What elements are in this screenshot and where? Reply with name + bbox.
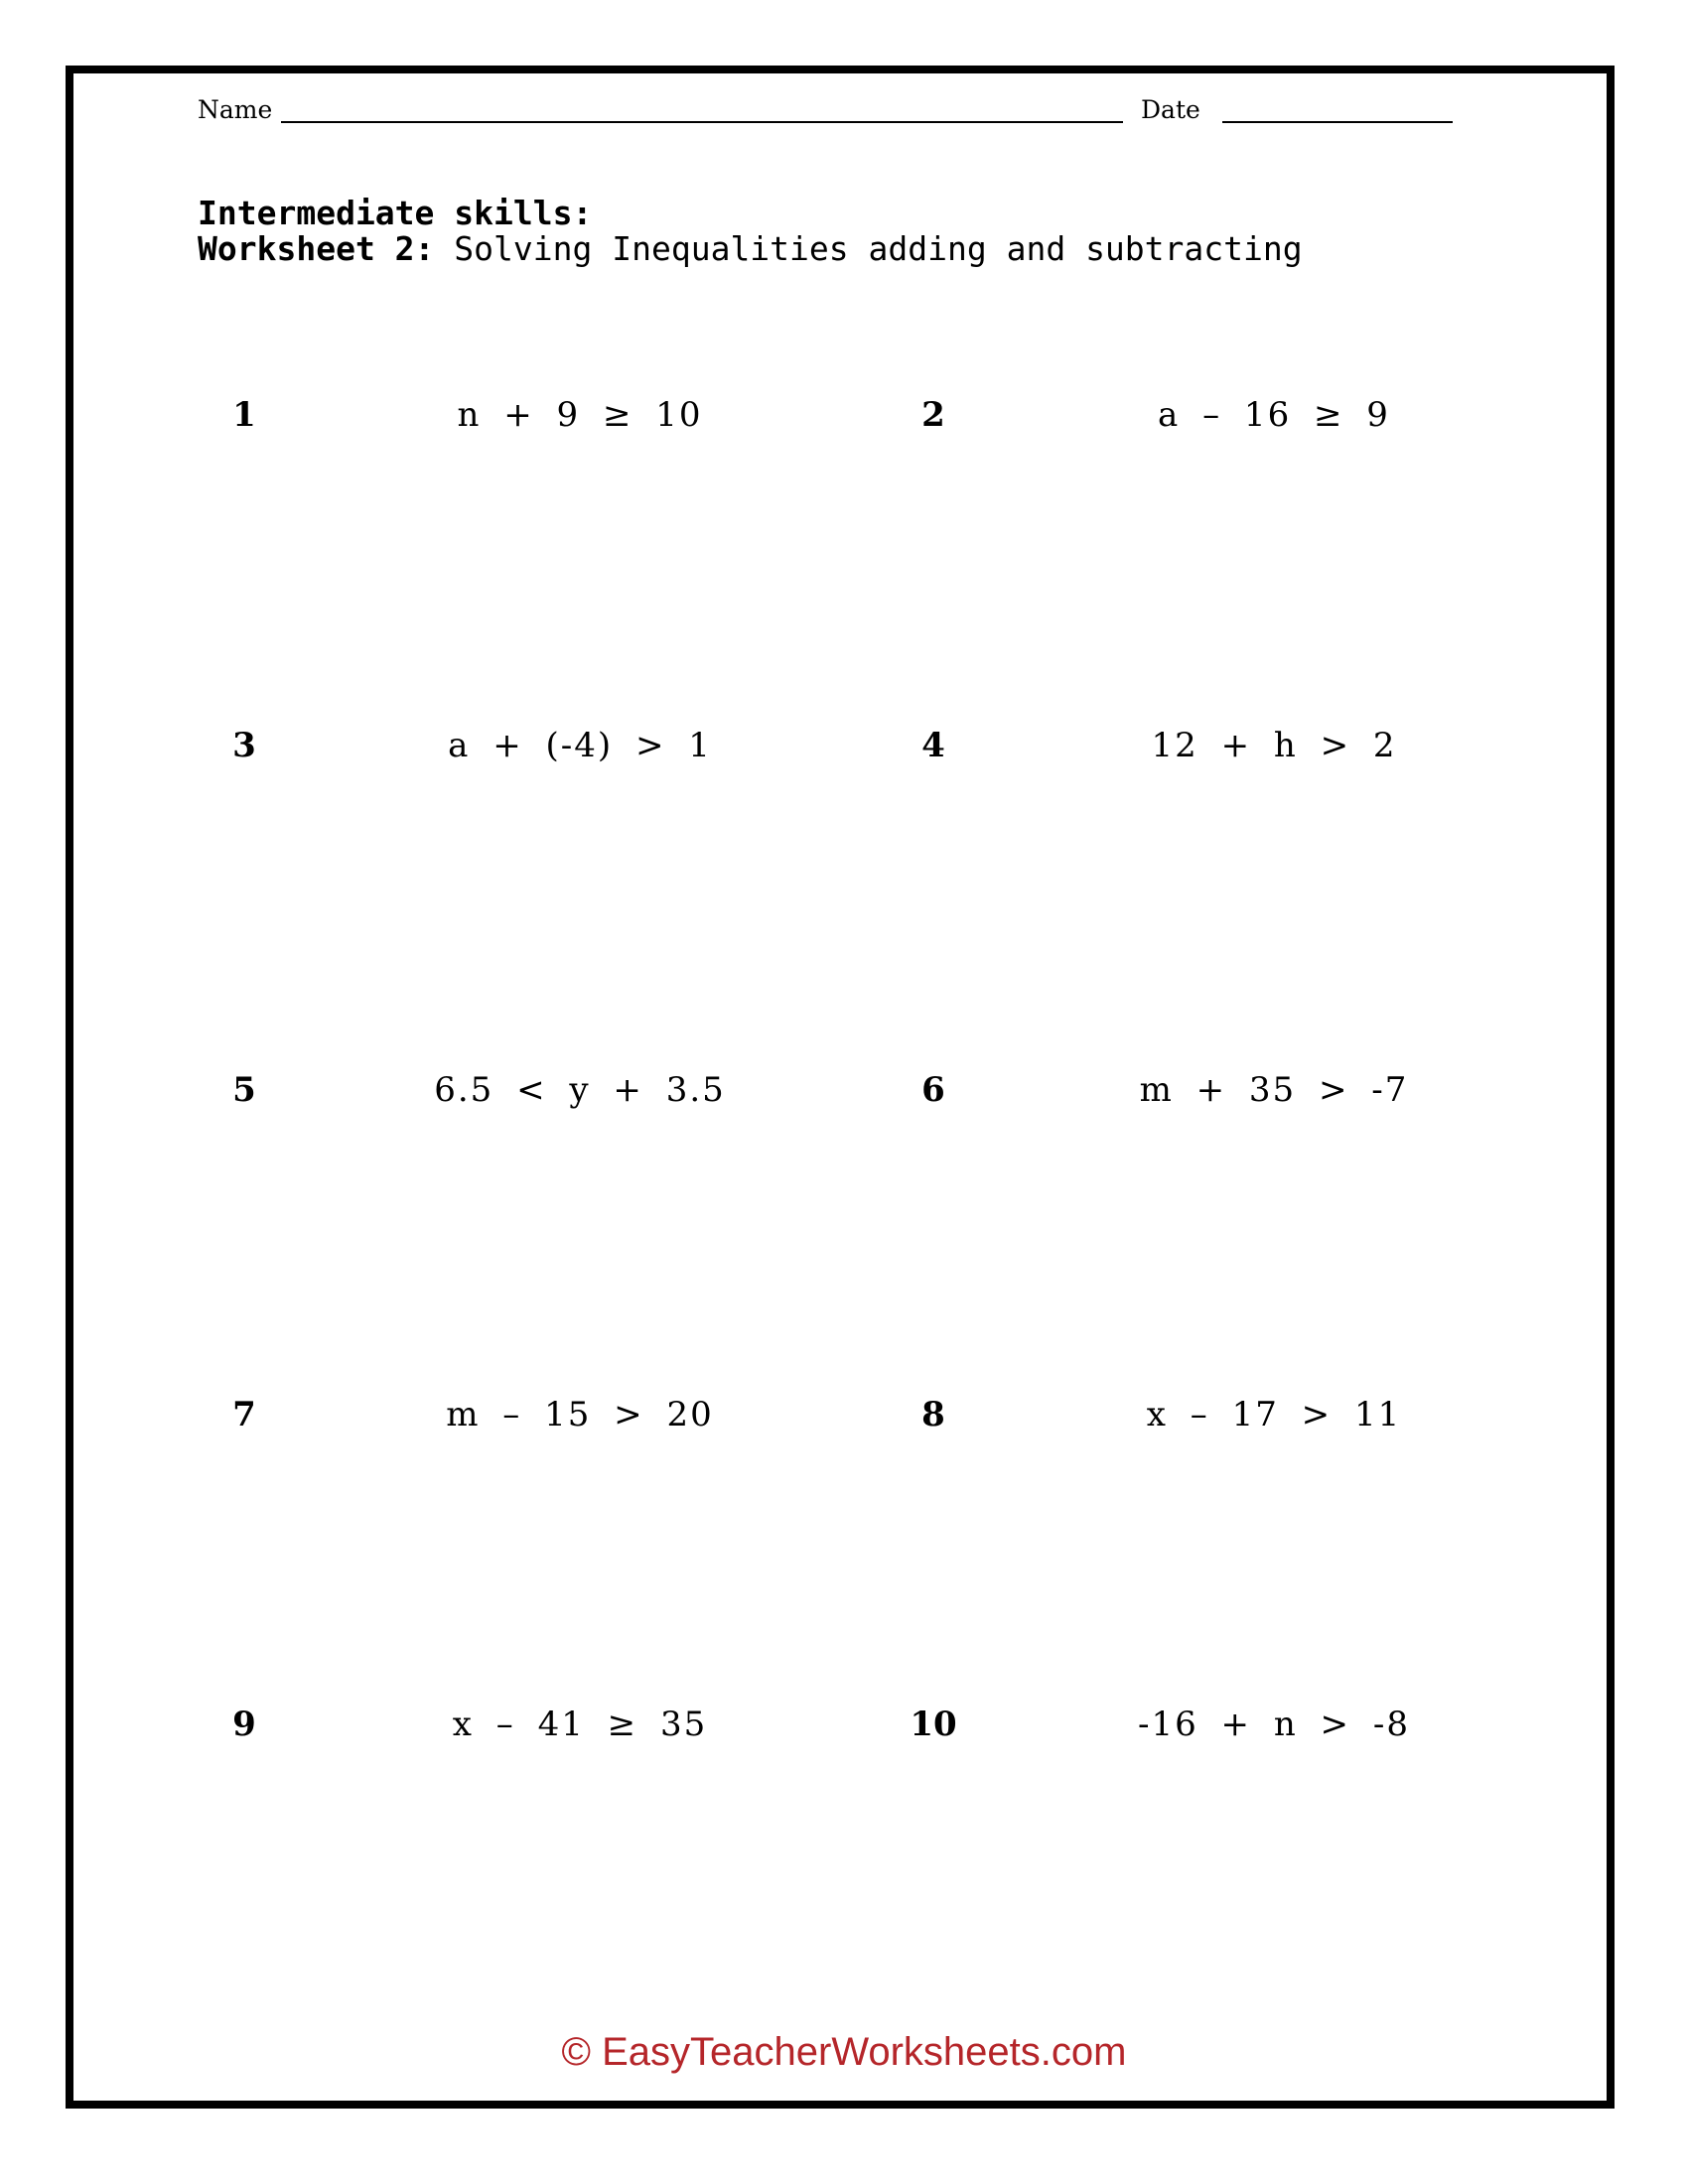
- problem-number: 5: [232, 1070, 256, 1110]
- problem-number: 7: [232, 1395, 256, 1434]
- problem-number: 8: [921, 1395, 945, 1434]
- name-blank-line[interactable]: [281, 121, 1123, 123]
- problem-number: 1: [232, 395, 256, 435]
- date-label: Date: [1141, 95, 1200, 124]
- name-label: Name: [198, 95, 273, 124]
- problem-number: 6: [921, 1070, 945, 1110]
- problem-expression: n + 9 ≥ 10: [457, 395, 703, 435]
- worksheet-topic: Solving Inequalities adding and subtracting: [454, 229, 1303, 268]
- problem-number: 9: [232, 1705, 256, 1744]
- problem-expression: m – 15 > 20: [446, 1395, 714, 1434]
- copyright-footer: © EasyTeacherWorksheets.com: [561, 2030, 1127, 2074]
- problem-expression: -16 + n > -8: [1138, 1705, 1410, 1744]
- problem-number: 10: [910, 1705, 957, 1744]
- problem-expression: 12 + h > 2: [1151, 726, 1397, 765]
- worksheet-number: Worksheet 2:: [198, 229, 435, 268]
- title-skill-level: Intermediate skills:: [198, 194, 593, 232]
- problem-expression: a – 16 ≥ 9: [1158, 395, 1390, 435]
- problem-number: 3: [232, 726, 256, 765]
- problem-number: 2: [921, 395, 945, 435]
- problem-expression: a + (-4) > 1: [448, 726, 712, 765]
- worksheet-title: [198, 196, 1303, 267]
- problem-expression: 6.5 < y + 3.5: [434, 1070, 726, 1110]
- problem-number: 4: [921, 726, 945, 765]
- date-blank-line[interactable]: [1222, 121, 1453, 123]
- problem-expression: m + 35 > -7: [1139, 1070, 1409, 1110]
- title-worksheet-line: [198, 231, 1303, 267]
- problem-expression: x – 41 ≥ 35: [452, 1705, 708, 1744]
- problem-expression: x – 17 > 11: [1146, 1395, 1402, 1434]
